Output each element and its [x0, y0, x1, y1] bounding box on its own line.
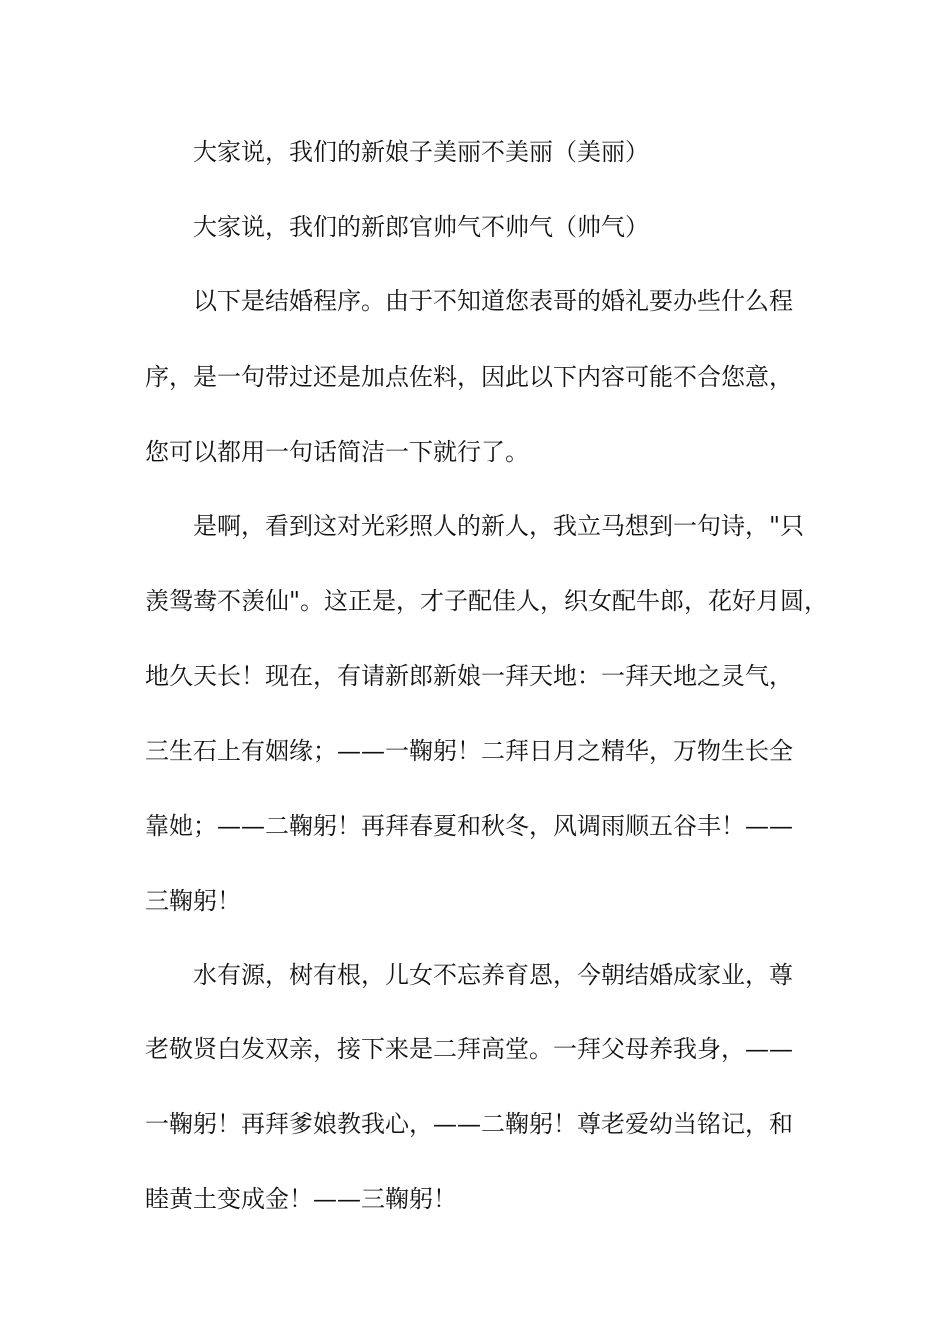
text-line: 睦黄土变成金！——三鞠躬！ — [145, 1185, 457, 1213]
text-line: 羡鸳鸯不羡仙"。这正是，才子配佳人，织女配牛郎，花好月圆， — [145, 587, 829, 615]
text-line: 水有源，树有根，儿女不忘养育恩，今朝结婚成家业，尊 — [193, 961, 793, 989]
text-line: 老敬贤白发双亲，接下来是二拜高堂。一拜父母养我身，—— — [145, 1035, 793, 1063]
text-line: 地久天长！现在，有请新郎新娘一拜天地：一拜天地之灵气， — [145, 662, 793, 690]
text-line: 序，是一句带过还是加点佐料，因此以下内容可能不合您意， — [145, 363, 793, 391]
text-line: 大家说，我们的新郎官帅气不帅气（帅气） — [193, 213, 649, 241]
text-line: 靠她；——二鞠躬！再拜春夏和秋冬，风调雨顺五谷丰！—— — [145, 812, 793, 840]
text-line: 一鞠躬！再拜爹娘教我心，——二鞠躬！尊老爱幼当铭记，和 — [145, 1110, 793, 1138]
text-line: 三鞠躬！ — [145, 887, 241, 915]
text-line: 三生石上有姻缘；——一鞠躬！二拜日月之精华，万物生长全 — [145, 737, 793, 765]
text-line: 是啊，看到这对光彩照人的新人，我立马想到一句诗，"只 — [193, 512, 805, 540]
text-line: 以下是结婚程序。由于不知道您表哥的婚礼要办些什么程 — [193, 287, 793, 315]
text-line: 大家说，我们的新娘子美丽不美丽（美丽） — [193, 138, 649, 166]
text-line: 您可以都用一句话简洁一下就行了。 — [145, 438, 529, 466]
